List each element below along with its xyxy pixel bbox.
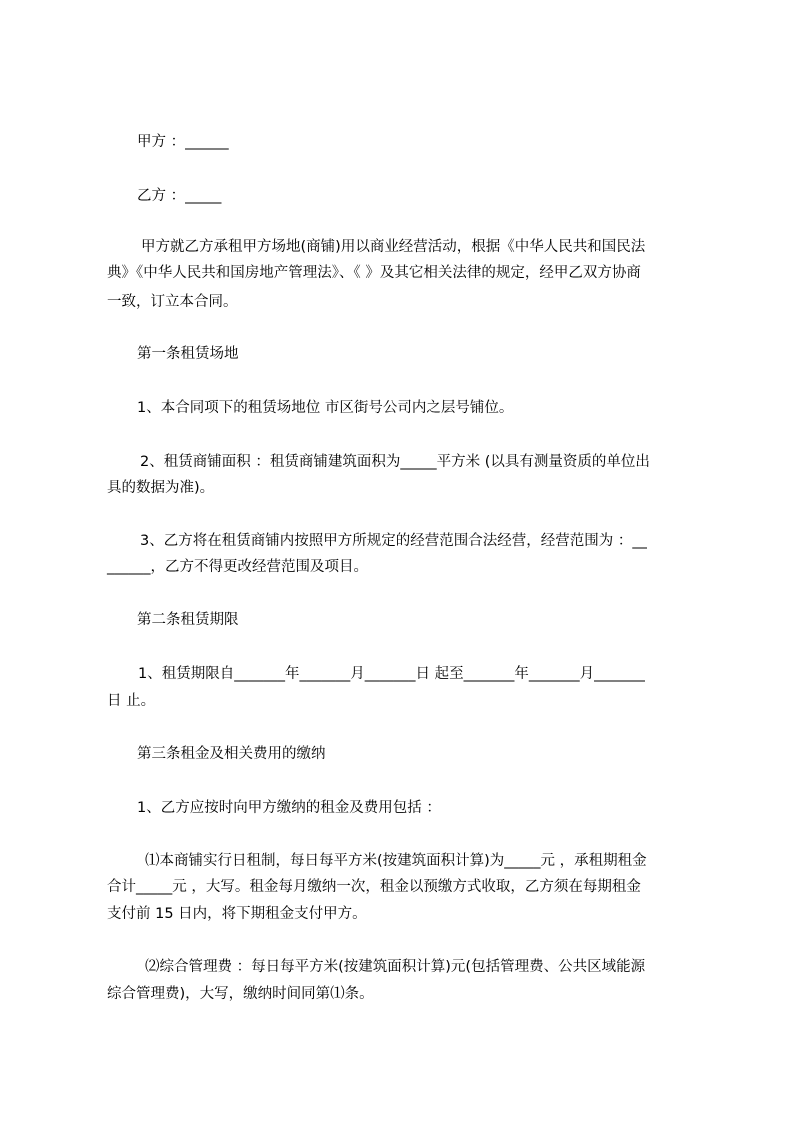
article-3-sub-1-line-1: ⑴本商铺实行日租制，每日每平方米(按建筑面积计算)为_____元 ，承租期租金 <box>145 853 647 869</box>
article-3-sub-1-line-3: 支付前 15 日内，将下期租金支付甲方。 <box>107 906 367 922</box>
article-1-item-2-line-1: 2、租赁商铺面积 ：租赁商铺建筑面积为_____平方米 (以具有测量资质的单位出 <box>140 454 650 470</box>
article-1-title: 第一条租赁场地 <box>137 346 239 362</box>
article-3-sub-1-line-2: 合计_____元 ，大写。租金每月缴纳一次，租金以预缴方式收取，乙方须在每期租金 <box>107 879 641 895</box>
article-1-item-2-line-2: 具的数据为准)。 <box>107 480 215 496</box>
party-a-line: 甲方 ：______ <box>137 134 229 150</box>
article-1-item-3-line-1: 3、乙方将在租赁商铺内按照甲方所规定的经营范围合法经营，经营范围为 ：__ <box>140 533 647 549</box>
party-b-line: 乙方 ：_____ <box>137 188 222 204</box>
article-1-item-3-line-2: ______，乙方不得更改经营范围及项目。 <box>107 559 368 575</box>
article-1-item-1: 1、本合同项下的租赁场地位 市区街号公司内之层号铺位。 <box>137 400 514 416</box>
article-3-sub-2-line-2: 综合管理费)，大写，缴纳时间同第⑴条。 <box>107 986 374 1002</box>
article-2-item-1-line-2: 日 止。 <box>107 693 156 709</box>
preamble-line-3: 一致，订立本合同。 <box>107 294 238 310</box>
article-2-item-1-line-1: 1、租赁期限自_______年_______月_______日 起至_______年_______月_______ <box>138 666 645 682</box>
article-3-sub-2-line-1: ⑵综合管理费 ：每日每平方米(按建筑面积计算)元(包括管理费、公共区域能源 <box>145 959 646 975</box>
preamble-line-1: 甲方就乙方承租甲方场地(商铺)用以商业经营活动，根据《中华人民共和国民法 <box>141 239 646 255</box>
article-3-title: 第三条租金及相关费用的缴纳 <box>137 746 326 762</box>
article-2-title: 第二条租赁期限 <box>137 612 239 628</box>
article-3-item-1: 1、乙方应按时向甲方缴纳的租金及费用包括 ： <box>137 800 441 816</box>
preamble-line-2: 典》《中华人民共和国房地产管理法》、《 》及其它相关法律的规定，经甲乙双方协商 <box>107 265 641 281</box>
